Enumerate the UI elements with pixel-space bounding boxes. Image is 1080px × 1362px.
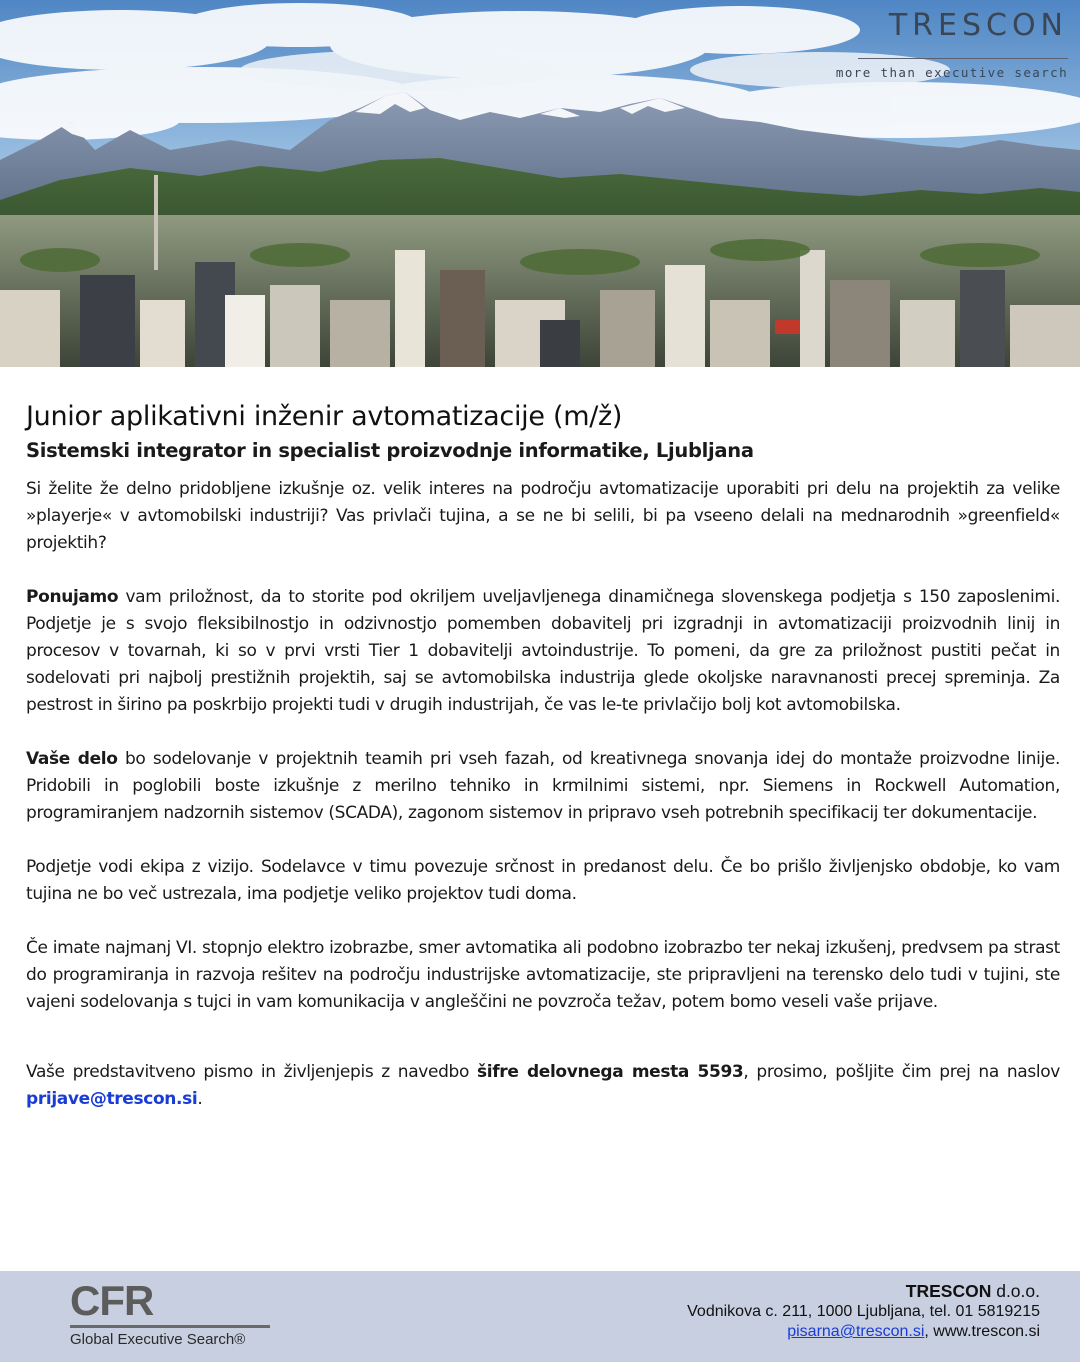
job-subtitle: Sistemski integrator in specialist proizvodnje informatike, Ljubljana bbox=[26, 439, 754, 462]
company-name bbox=[687, 1280, 1040, 1302]
requirements-paragraph: Če imate najmanj VI. stopnjo elektro izobrazbe, smer avtomatika ali podobno izobrazbo ter nekaj izkušenj, predvsem pa strast do programiranja in razvoja rešitev na področju industrijske avtomatizacije, ste pripravljeni na terensko delo tudi v tujini, ste vajeni sodelovanja s tujci in vam komunikacija v angleščini ne povzroča težav, potem bomo veseli vaše prijave. bbox=[26, 938, 1060, 1012]
links-separator: , bbox=[924, 1323, 934, 1340]
apply-pre: Vaše predstavitveno pismo in življenjepis z navedbo bbox=[26, 1062, 477, 1082]
team-paragraph: Podjetje vodi ekipa z vizijo. Sodelavce v timu povezuje srčnost in predanost delu. Če bo prišlo življenjsko obdobje, ko vam tujina ne bo več ustrezala, ima podjetje veliko projektov tudi doma. bbox=[26, 857, 1060, 904]
company-links bbox=[687, 1322, 1040, 1342]
offer-lead: Ponujamo bbox=[26, 587, 119, 607]
website-link[interactable]: www.trescon.si bbox=[933, 1323, 1040, 1340]
brand-name: TRESCON bbox=[888, 8, 1068, 43]
company-suffix: d.o.o. bbox=[991, 1281, 1040, 1301]
cfr-subtitle: Global Executive Search® bbox=[70, 1331, 246, 1348]
job-posting bbox=[26, 398, 1060, 1140]
company-contact bbox=[687, 1280, 1040, 1342]
trescon-logo bbox=[836, 8, 1068, 81]
apply-mid: , prosimo, pošljite čim prej na naslov bbox=[743, 1062, 1060, 1082]
job-description bbox=[26, 476, 1060, 1113]
office-email-link[interactable]: pisarna@trescon.si bbox=[787, 1323, 925, 1340]
brand-divider bbox=[858, 58, 1068, 59]
brand-tagline: more than executive search bbox=[835, 65, 1068, 80]
apply-email-link[interactable]: prijave@trescon.si bbox=[26, 1089, 198, 1109]
work-paragraph bbox=[26, 746, 1060, 827]
work-text: bo sodelovanje v projektnih teamih pri vseh fazah, od kreativnega snovanja idej do montaže proizvodne linije. Pridobili in poglobili boste izkušnje z merilno tehniko in krmilnimi sistemi, npr. Siemens in Rockwell Automation, programiranjem nadzornih sistemov (SCADA), zagonom sistemov in pripravo vseh potrebnih specifikacij ter dokumentacije. bbox=[26, 749, 1060, 823]
company-name-bold: TRESCON bbox=[905, 1281, 992, 1301]
cfr-divider bbox=[70, 1325, 270, 1328]
apply-paragraph bbox=[26, 1059, 1060, 1113]
hero-image bbox=[0, 0, 1080, 367]
offer-text: vam priložnost, da to storite pod okriljem uveljavljenega dinamičnega slovenskega podjetja s 150 zaposlenimi. Podjetje je s svojo fleksibilnostjo in odzivnostjo pomemben dobavitelj pri izgradnji in avtomatizaciji proizvodnih linij in procesov v tovarnah, ki so v prvi vrsti Tier 1 dobavitelji avtoindustrije. To pomeni, da gre za priložnost pustiti pečat in sodelovati pri najbolj prestižnih projektih, saj se avtomobilska industrija glede okoljske naravnanosti precej spreminja. Za pestrost in širino pa poskrbijo projekti tudi v drugih industrijah, če vas le-te privlačijo bolj kot avtomobilska. bbox=[26, 587, 1060, 715]
job-title: Junior aplikativni inženir avtomatizacije (m/ž) bbox=[26, 401, 623, 432]
offer-paragraph bbox=[26, 584, 1060, 719]
cfr-logo bbox=[70, 1277, 270, 1348]
job-code: šifre delovnega mesta 5593 bbox=[477, 1062, 744, 1082]
company-address: Vodnikova c. 211, 1000 Ljubljana, tel. 01 5819215 bbox=[687, 1303, 1040, 1320]
footer bbox=[0, 1271, 1080, 1362]
cfr-logo-text: CFR bbox=[70, 1277, 154, 1324]
work-lead: Vaše delo bbox=[26, 749, 118, 769]
intro-paragraph: Si želite že delno pridobljene izkušnje oz. velik interes na področju avtomatizacije uporabiti pri delu na projektih za velike »playerje« v avtomobilski industriji? Vas privlači tujina, a se ne bi selili, bi pa vseeno delali na mednarodnih »greenfield« projektih? bbox=[26, 479, 1060, 553]
apply-end: . bbox=[197, 1089, 203, 1109]
